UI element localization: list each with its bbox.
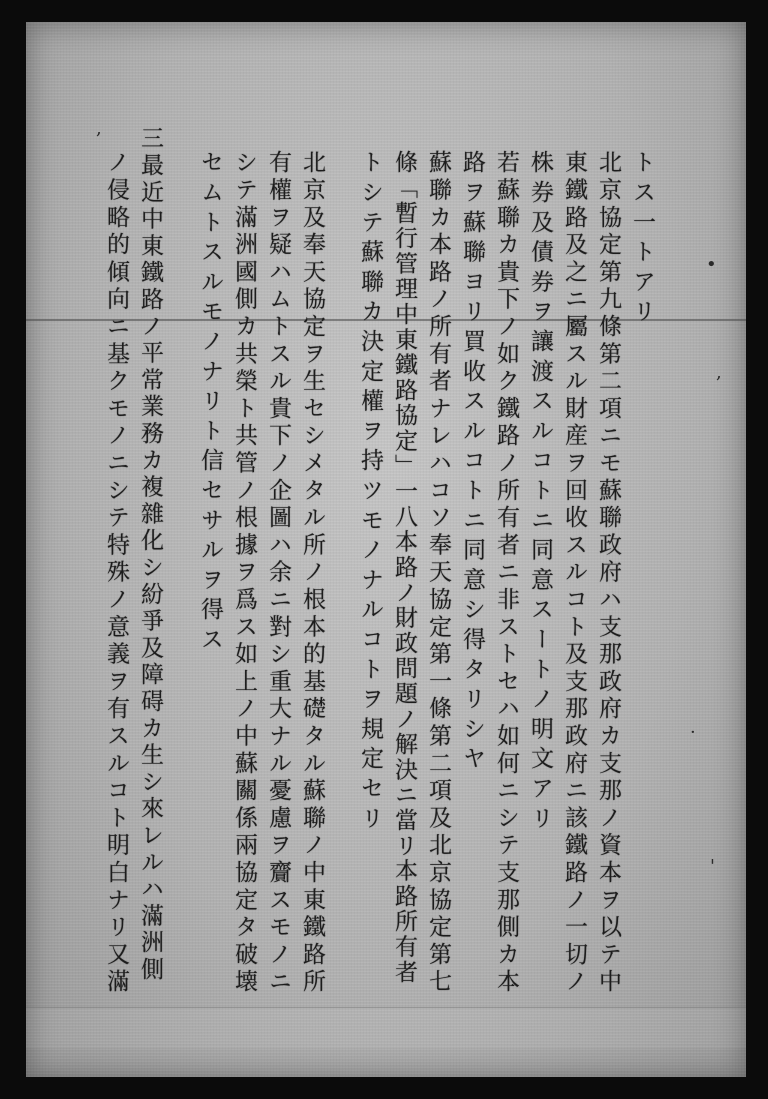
text-column-10: 北京及奉天協定ヲ生セシメタル所ノ根本的基礎タル蘇聯ノ中東鐵路所 <box>299 150 325 997</box>
margin-smudge-5: , <box>96 118 102 139</box>
margin-smudge-3: · <box>690 722 696 743</box>
text-column-8: 條「暫行管理中東鐵路協定」一八本路ノ財政問題ノ解決ニ當リ本路所有者 <box>391 150 417 985</box>
text-column-13: セムトスルモノナリト信セサルヲ得ス <box>197 150 223 657</box>
text-column-3: 東鐵路及之ニ屬スル財産ヲ回收スルコト及支那政府ニ該鐵路ノ一切ノ <box>561 150 587 997</box>
text-column-12: シテ滿洲國側カ共榮ト共管ノ根據ヲ爲ス如上ノ中蘇關係兩協定タ破壊 <box>231 150 257 997</box>
text-column-5: 若蘇聯カ貴下ノ如ク鐵路ノ所有者ニ非ストセハ如何ニシテ支那側カ本 <box>493 150 519 997</box>
document-page <box>26 22 746 1077</box>
text-column-2: 北京協定第九條第二項ニモ蘇聯政府ハ支那政府カ支那ノ資本ヲ以テ中 <box>595 150 621 997</box>
text-column-1: トス一トアリ <box>629 150 655 329</box>
text-column-14: 三最近中東鐵路ノ平常業務カ複雜化シ紛爭及障碍カ生シ來レルハ滿洲側 <box>137 126 163 984</box>
margin-smudge-1: • <box>706 254 717 275</box>
text-column-4: 株券及債券ヲ讓渡スルコトニ同意スートノ明文アリ <box>527 150 553 836</box>
text-column-11: 有權ヲ疑ハムトスル貴下ノ企圖ハ余ニ對シ重大ナル憂慮ヲ齎スモノニ <box>265 150 291 997</box>
text-column-7: 蘇聯カ本路ノ所有者ナレハコソ奉天協定第一條第二項及北京協定第七 <box>425 150 451 997</box>
margin-smudge-4: ' <box>710 856 715 877</box>
text-column-9: トシテ蘇聯カ決定權ヲ持ツモノナルコトヲ規定セリ <box>357 150 383 836</box>
page-bottom-margin <box>26 1007 746 1048</box>
margin-smudge-2: , <box>716 362 722 383</box>
text-column-15: ノ侵略的傾向ニ基クモノニシテ特殊ノ意義ヲ有スルコト明白ナリ又滿 <box>103 150 129 997</box>
text-column-6: 路ヲ蘇聯ヨリ買收スルコトニ同意シ得タリシヤ <box>459 150 485 776</box>
